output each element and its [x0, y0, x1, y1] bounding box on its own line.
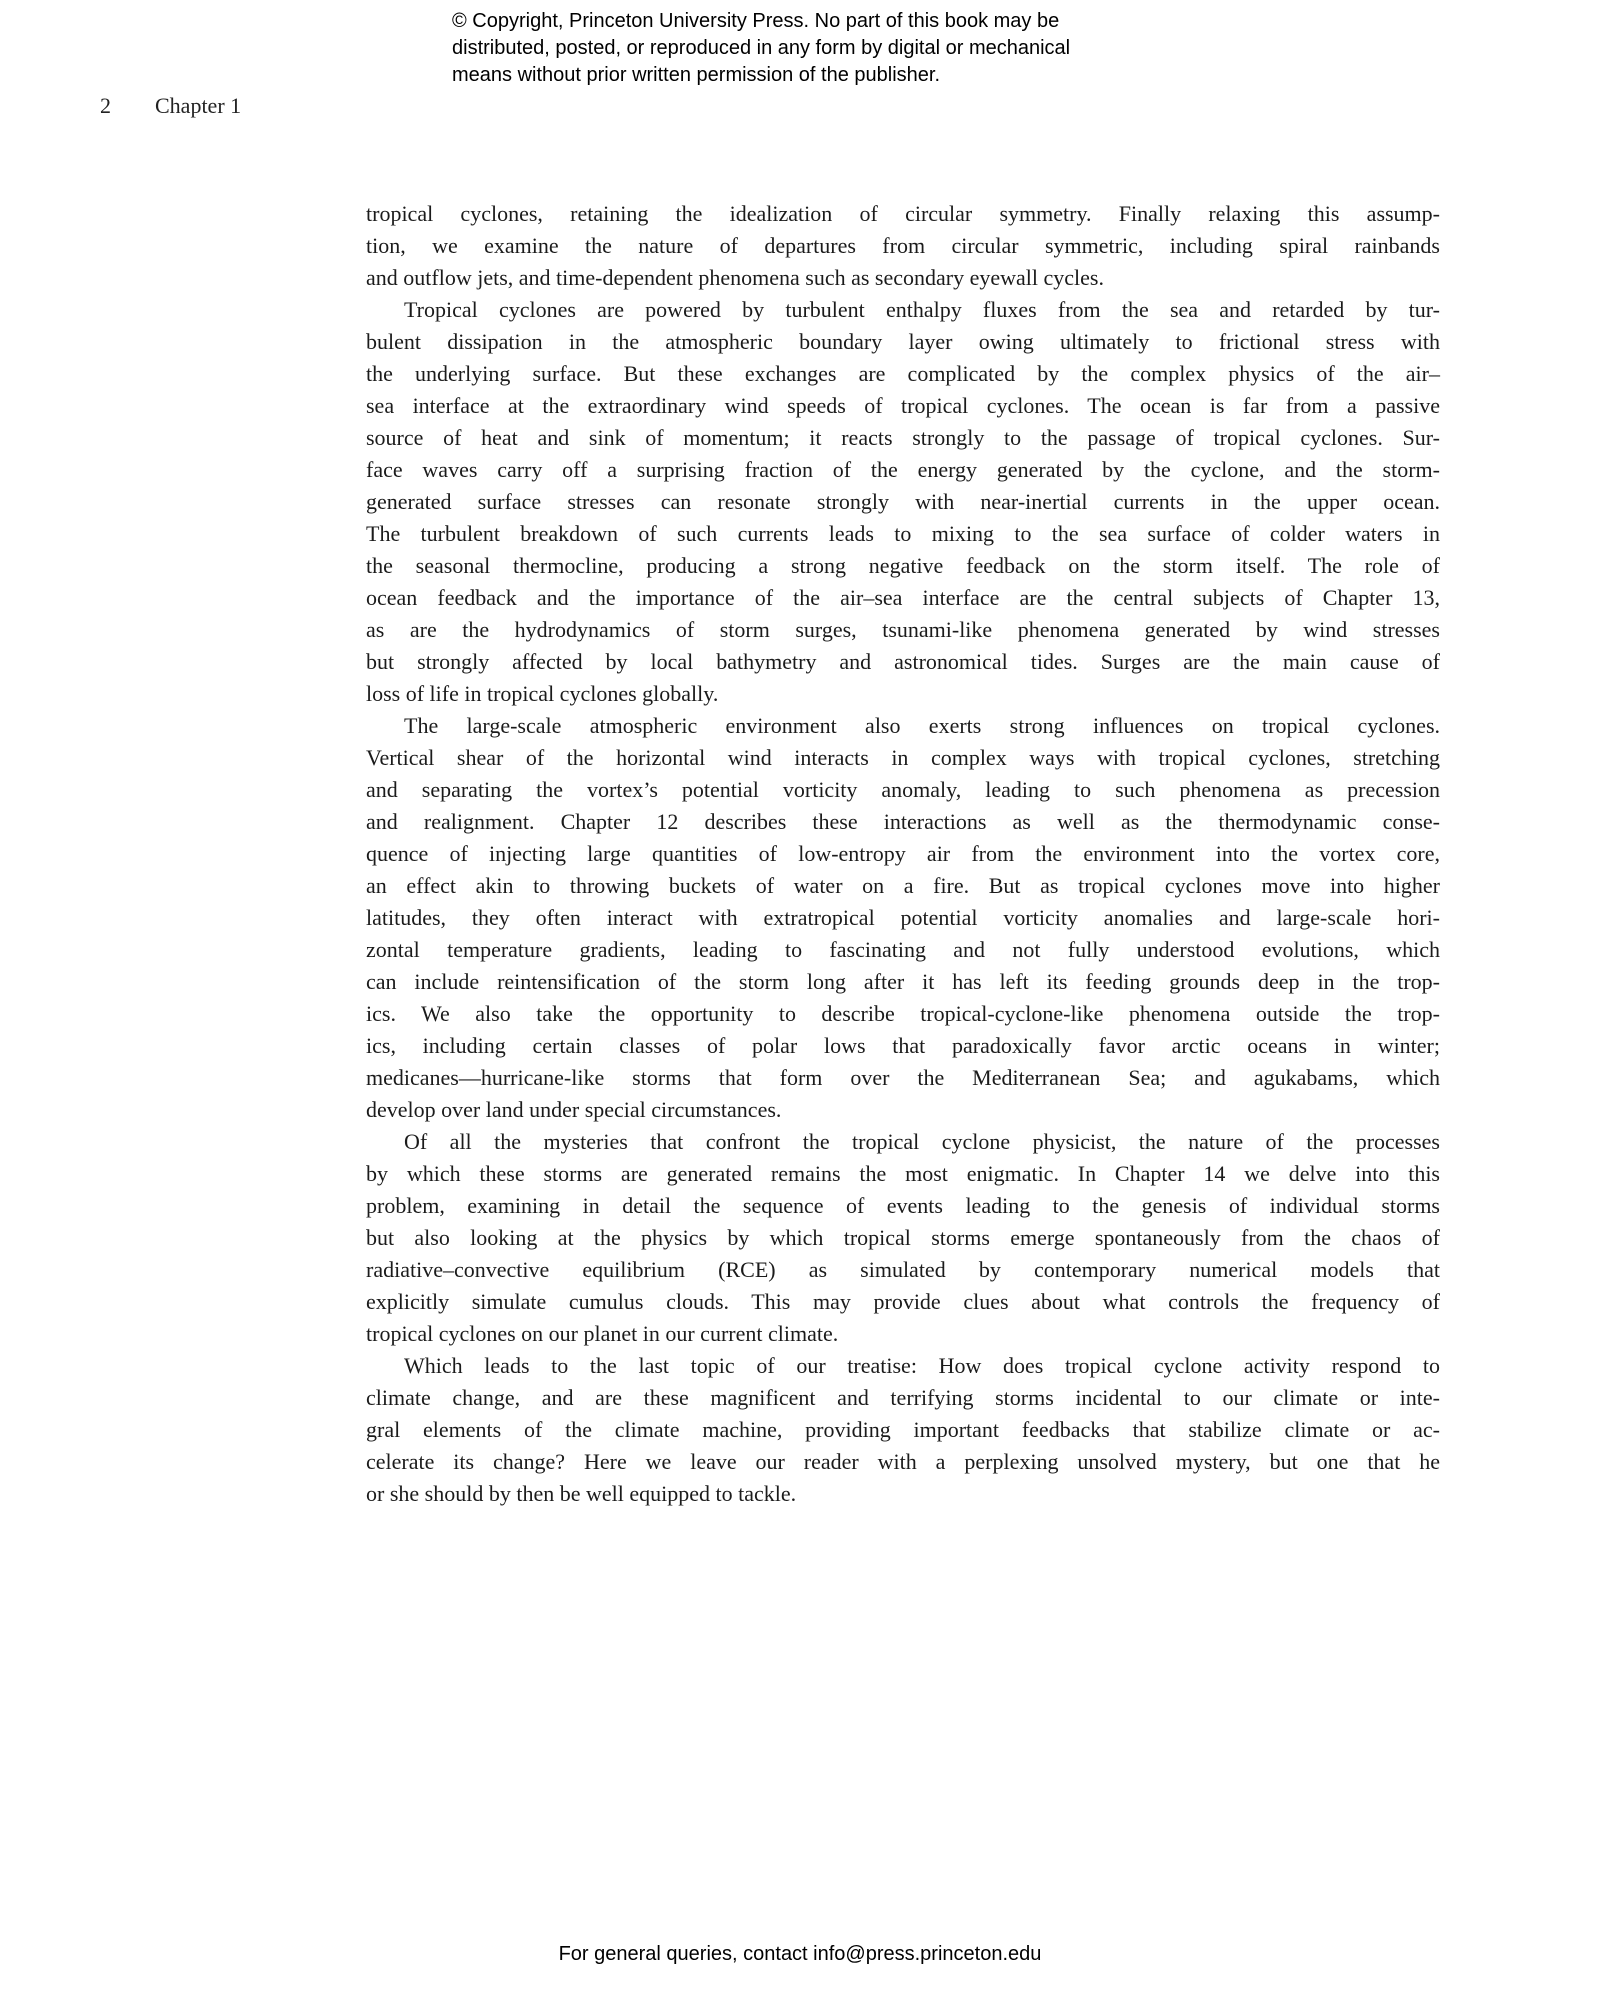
text-line: tropical cyclones, retaining the idealization of circular symmetry. Finally relaxing this assump- — [366, 201, 1440, 226]
text-line: face waves carry off a surprising fraction of the energy generated by the cyclone, and the storm- — [366, 457, 1440, 482]
text-line: but strongly affected by local bathymetry and astronomical tides. Surges are the main cause of — [366, 649, 1440, 674]
text-line: ocean feedback and the importance of the air–sea interface are the central subjects of Chapter 13, — [366, 585, 1440, 610]
text-line: gral elements of the climate machine, providing important feedbacks that stabilize climate or ac- — [366, 1417, 1440, 1442]
text-line: and separating the vortex’s potential vorticity anomaly, leading to such phenomena as precession — [366, 777, 1440, 802]
text-line: Tropical cyclones are powered by turbulent enthalpy fluxes from the sea and retarded by tur- — [404, 297, 1440, 322]
text-line: loss of life in tropical cyclones globally. — [366, 681, 719, 706]
text-line: or she should by then be well equipped to tackle. — [366, 1481, 797, 1506]
text-line: ics, including certain classes of polar lows that paradoxically favor arctic oceans in winter; — [366, 1033, 1440, 1058]
text-line: the seasonal thermocline, producing a strong negative feedback on the storm itself. The role of — [366, 553, 1440, 578]
text-line: and outflow jets, and time-dependent phenomena such as secondary eyewall cycles. — [366, 265, 1104, 290]
paragraph — [366, 1350, 1440, 1510]
paragraph — [366, 198, 1440, 294]
paragraph — [366, 1126, 1440, 1350]
text-line: tion, we examine the nature of departures from circular symmetric, including spiral rainbands — [366, 233, 1440, 258]
text-line: zontal temperature gradients, leading to fascinating and not fully understood evolutions, which — [366, 937, 1440, 962]
copyright-notice — [452, 8, 1232, 89]
text-line: but also looking at the physics by which tropical storms emerge spontaneously from the chaos of — [366, 1225, 1440, 1250]
copyright-line: means without prior written permission of the publisher. — [452, 64, 941, 86]
footer-contact-line: For general queries, contact info@press.princeton.edu — [558, 1943, 1042, 1965]
text-line: tropical cyclones on our planet in our current climate. — [366, 1321, 839, 1346]
text-line: sea interface at the extraordinary wind speeds of tropical cyclones. The ocean is far from a passive — [366, 393, 1440, 418]
text-line: as are the hydrodynamics of storm surges, tsunami-like phenomena generated by wind stresses — [366, 617, 1440, 642]
text-block — [366, 198, 1440, 1510]
text-line: medicanes—hurricane-like storms that form over the Mediterranean Sea; and agukabams, which — [366, 1065, 1440, 1090]
running-header-chapter: Chapter 1 — [155, 93, 242, 118]
text-line: bulent dissipation in the atmospheric boundary layer owing ultimately to frictional stress with — [366, 329, 1440, 354]
text-line: latitudes, they often interact with extratropical potential vorticity anomalies and large-scale hori- — [366, 905, 1440, 930]
copyright-line: © Copyright, Princeton University Press. No part of this book may be — [452, 10, 1060, 32]
text-line: celerate its change? Here we leave our reader with a perplexing unsolved mystery, but one that he — [366, 1449, 1440, 1474]
text-line: generated surface stresses can resonate strongly with near-inertial currents in the upper ocean. — [366, 489, 1440, 514]
text-line: radiative–convective equilibrium (RCE) as simulated by contemporary numerical models that — [366, 1257, 1440, 1282]
text-line: ics. We also take the opportunity to describe tropical-cyclone-like phenomena outside the trop- — [366, 1001, 1440, 1026]
text-line: quence of injecting large quantities of low-entropy air from the environment into the vortex core, — [366, 841, 1440, 866]
text-line: source of heat and sink of momentum; it reacts strongly to the passage of tropical cyclones. Sur- — [366, 425, 1440, 450]
text-line: can include reintensification of the storm long after it has left its feeding grounds deep in the trop- — [366, 969, 1440, 994]
text-line: problem, examining in detail the sequence of events leading to the genesis of individual storms — [366, 1193, 1440, 1218]
text-line: The turbulent breakdown of such currents leads to mixing to the sea surface of colder waters in — [366, 521, 1440, 546]
text-line: by which these storms are generated remains the most enigmatic. In Chapter 14 we delve into this — [366, 1161, 1440, 1186]
text-line: the underlying surface. But these exchanges are complicated by the complex physics of the air– — [366, 361, 1440, 386]
text-line: and realignment. Chapter 12 describes these interactions as well as the thermodynamic conse- — [366, 809, 1440, 834]
paragraph — [366, 710, 1440, 1126]
paragraph — [366, 294, 1440, 710]
text-line: explicitly simulate cumulus clouds. This may provide clues about what controls the frequency of — [366, 1289, 1440, 1314]
text-line: The large-scale atmospheric environment also exerts strong influences on tropical cyclones. — [404, 713, 1440, 738]
text-line: Of all the mysteries that confront the tropical cyclone physicist, the nature of the processes — [404, 1129, 1440, 1154]
text-line: an effect akin to throwing buckets of water on a fire. But as tropical cyclones move into higher — [366, 873, 1440, 898]
text-line: Which leads to the last topic of our treatise: How does tropical cyclone activity respond to — [404, 1353, 1440, 1378]
copyright-line: distributed, posted, or reproduced in any form by digital or mechanical — [452, 37, 1071, 59]
text-line: Vertical shear of the horizontal wind interacts in complex ways with tropical cyclones, stretching — [366, 745, 1440, 770]
text-line: develop over land under special circumstances. — [366, 1097, 782, 1122]
page-number: 2 — [100, 93, 111, 118]
text-line: climate change, and are these magnificent and terrifying storms incidental to our climate or inte- — [366, 1385, 1440, 1410]
